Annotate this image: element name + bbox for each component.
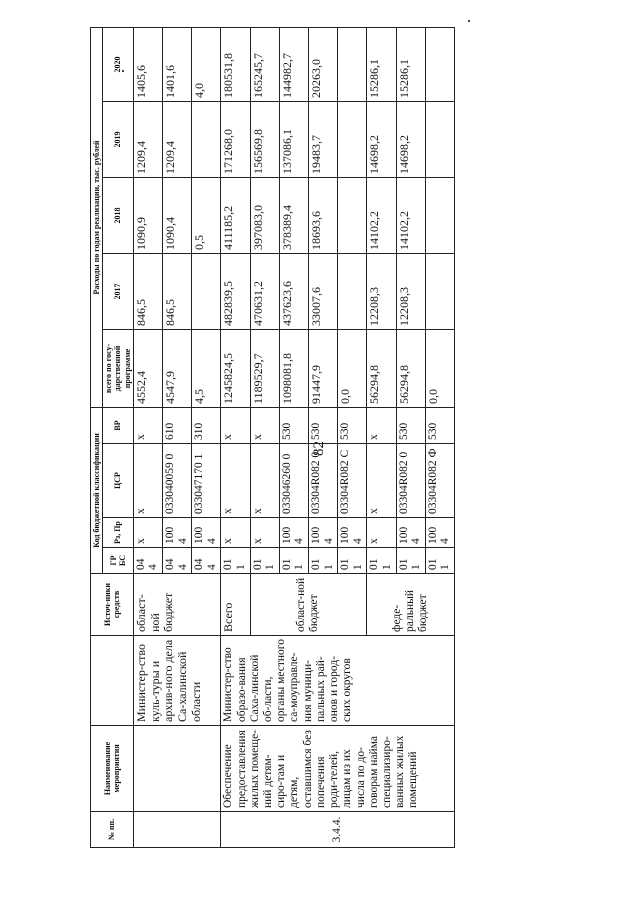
y2019-cell: 137086,1 (279, 101, 308, 177)
rzpr-cell: х (250, 518, 279, 548)
y2017-cell: 846,5 (162, 253, 191, 329)
vr-cell: 530 (425, 407, 454, 443)
y2018-cell: 411185,2 (221, 177, 250, 253)
y2018-cell: 18693,6 (308, 177, 337, 253)
vr-cell: 610 (162, 407, 191, 443)
rzpr-cell: 100 4 (192, 518, 221, 548)
grbs-cell: 04 4 (162, 548, 191, 574)
y2018-cell (425, 177, 454, 253)
y2019-cell: 171268,0 (221, 101, 250, 177)
csr-cell: 03304R082 0 (396, 444, 425, 518)
header-name: Наименование мероприятия (91, 726, 134, 812)
y2018-cell: 14102,2 (396, 177, 425, 253)
name-cell: Обеспечение предоставления жилых помеще-ний детям-сиро-там и детям, оставшимся без попечения роди-телей, лицам из их числа по до-говорам найма специализиро-ванных жилых помещений (221, 726, 455, 812)
executor-cell: Министер-ство образо-вания Саха-линской об-ласти, органы местного са-моуправле-ния муници-пальных рай-онов и город-ских округов (221, 636, 455, 726)
y2018-cell: 397083,0 (250, 177, 279, 253)
y2020-cell: 144982,7 (279, 27, 308, 101)
rzpr-cell: х (367, 518, 396, 548)
y2020-cell (425, 27, 454, 101)
rzpr-cell: х (133, 518, 162, 548)
grbs-cell: 01 1 (250, 548, 279, 574)
total-cell: 1189529,7 (250, 329, 279, 407)
y2017-cell (425, 253, 454, 329)
y2018-cell: 378389,4 (279, 177, 308, 253)
y2019-cell: 156569,8 (250, 101, 279, 177)
vr-cell: 530 (396, 407, 425, 443)
scan-speck (468, 20, 470, 22)
vr-cell: 530 (308, 407, 337, 443)
header-row-1 (91, 27, 103, 847)
page-number: 82 (311, 441, 327, 456)
rzpr-cell: 100 4 (425, 518, 454, 548)
grbs-cell: 04 4 (192, 548, 221, 574)
y2019-cell (338, 101, 367, 177)
header-num: № пп. (91, 812, 134, 848)
y2017-cell: 33007,6 (308, 253, 337, 329)
y2020-cell: 1401,6 (162, 27, 191, 101)
y2019-cell (425, 101, 454, 177)
y2019-cell: 19483,7 (308, 101, 337, 177)
csr-cell: 033040059 0 (162, 444, 191, 518)
total-cell: 4,5 (192, 329, 221, 407)
rzpr-cell: 100 4 (396, 518, 425, 548)
csr-cell: 033047170 1 (192, 444, 221, 518)
source-cell: Всего (221, 574, 250, 636)
header-2018: 2018 (103, 177, 134, 253)
y2017-cell: 846,5 (133, 253, 162, 329)
csr-cell: 03304R082 Ф (425, 444, 454, 518)
csr-cell: х (367, 444, 396, 518)
y2019-cell: 1209,4 (133, 101, 162, 177)
grbs-cell: 01 1 (221, 548, 250, 574)
y2018-cell: 0,5 (192, 177, 221, 253)
rotated-table-container (90, 28, 455, 848)
rzpr-cell: 100 4 (308, 518, 337, 548)
rzpr-cell: 100 4 (162, 518, 191, 548)
header-2019: 2019 (103, 101, 134, 177)
header-total: всего по госу-дарственной программе (103, 329, 134, 407)
vr-cell: х (367, 407, 396, 443)
table-row (133, 27, 162, 847)
total-cell: 4552,4 (133, 329, 162, 407)
num-cell: 3.4.4. (221, 812, 455, 848)
grbs-cell: 01 1 (367, 548, 396, 574)
csr-cell: х (250, 444, 279, 518)
vr-cell: х (250, 407, 279, 443)
vr-cell: 530 (279, 407, 308, 443)
header-expenses: Расходы по годам реализации, тыс. рублей (91, 27, 103, 407)
total-cell: 0,0 (425, 329, 454, 407)
source-cell: област-ной бюджет (250, 574, 367, 636)
y2018-cell: 1090,4 (162, 177, 191, 253)
y2019-cell: 14698,2 (367, 101, 396, 177)
grbs-cell: 01 1 (279, 548, 308, 574)
y2020-cell: 20263,0 (308, 27, 337, 101)
source-cell: феде-ральный бюджет (367, 574, 455, 636)
header-grbs: ГР БС (103, 548, 134, 574)
y2020-cell: 4,0 (192, 27, 221, 101)
executor-cell: Министер-ство куль-туры и архив-ного дела Са-халинской области (133, 636, 221, 726)
y2019-cell: 14698,2 (396, 101, 425, 177)
y2017-cell: 12208,3 (396, 253, 425, 329)
total-cell: 4547,9 (162, 329, 191, 407)
header-source: Источ-ники средств (91, 574, 134, 636)
y2018-cell: 14102,2 (367, 177, 396, 253)
y2018-cell (338, 177, 367, 253)
grbs-cell: 04 4 (133, 548, 162, 574)
csr-cell: 033046260 0 (279, 444, 308, 518)
header-2020: 2020 (103, 27, 134, 101)
total-cell: 56294,8 (367, 329, 396, 407)
total-cell: 0,0 (338, 329, 367, 407)
header-executor (91, 636, 134, 726)
csr-cell: х (221, 444, 250, 518)
y2020-cell: 15286,1 (396, 27, 425, 101)
header-budget-code: Код бюджетной классификации (91, 407, 103, 573)
y2018-cell: 1090,9 (133, 177, 162, 253)
total-cell: 56294,8 (396, 329, 425, 407)
y2017-cell (338, 253, 367, 329)
total-cell: 1098081,8 (279, 329, 308, 407)
grbs-cell: 01 1 (308, 548, 337, 574)
y2020-cell: 180531,8 (221, 27, 250, 101)
total-cell: 91447,9 (308, 329, 337, 407)
y2017-cell: 482839,5 (221, 253, 250, 329)
grbs-cell: 01 1 (338, 548, 367, 574)
y2020-cell: 15286,1 (367, 27, 396, 101)
y2017-cell: 12208,3 (367, 253, 396, 329)
y2017-cell: 470631,2 (250, 253, 279, 329)
rzpr-cell: 100 4 (338, 518, 367, 548)
y2020-cell (338, 27, 367, 101)
table-row (221, 27, 250, 847)
y2017-cell: 437623,6 (279, 253, 308, 329)
csr-cell: 03304R082 С (338, 444, 367, 518)
y2020-cell: 165245,7 (250, 27, 279, 101)
csr-cell: 03304R082 0 (308, 444, 337, 518)
y2020-cell: 1405,6 (133, 27, 162, 101)
csr-cell: х (133, 444, 162, 518)
header-2017: 2017 (103, 253, 134, 329)
name-cell (133, 726, 221, 812)
header-vr: ВР (103, 407, 134, 443)
source-cell: област-ной бюджет (133, 574, 221, 636)
y2019-cell: 1209,4 (162, 101, 191, 177)
vr-cell: х (221, 407, 250, 443)
header-rzpr: Рз, Пр (103, 518, 134, 548)
vr-cell: 530 (338, 407, 367, 443)
vr-cell: х (133, 407, 162, 443)
rzpr-cell: х (221, 518, 250, 548)
total-cell: 1245824,5 (221, 329, 250, 407)
y2019-cell (192, 101, 221, 177)
grbs-cell: 01 1 (425, 548, 454, 574)
num-cell (133, 812, 221, 848)
vr-cell: 310 (192, 407, 221, 443)
header-csr: ЦСР (103, 444, 134, 518)
y2017-cell (192, 253, 221, 329)
budget-table (90, 27, 455, 848)
grbs-cell: 01 1 (396, 548, 425, 574)
rzpr-cell: 100 4 (279, 518, 308, 548)
